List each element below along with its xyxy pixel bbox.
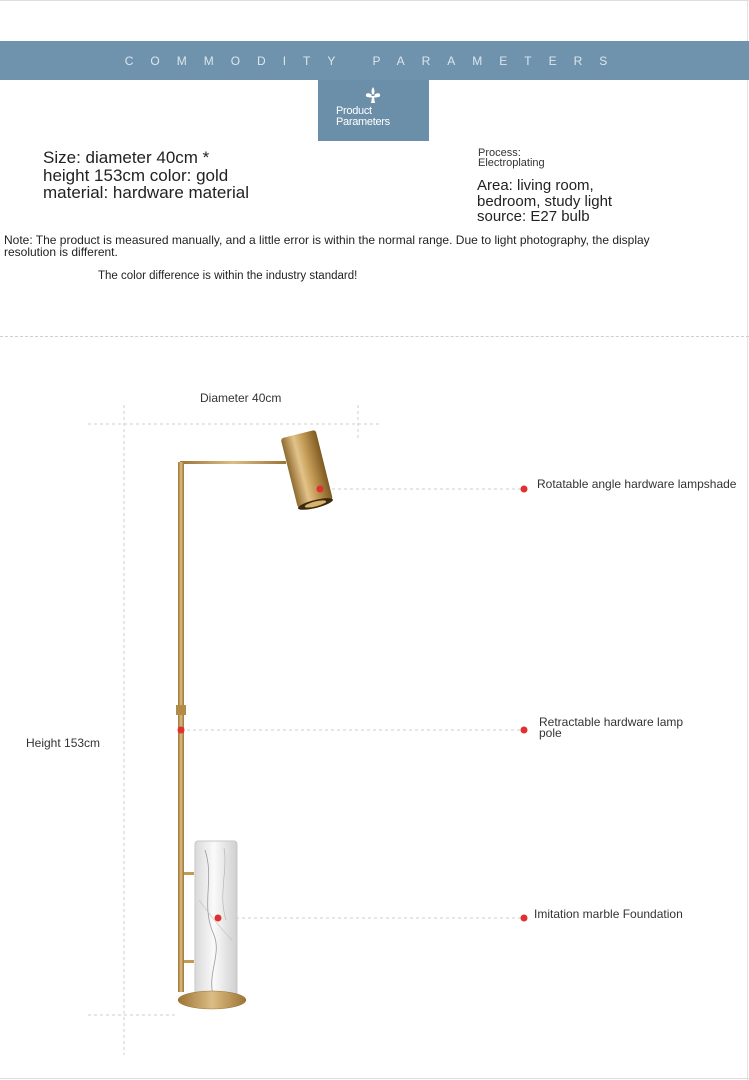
marker-pole-end (521, 727, 528, 734)
note-line-2: resolution is different. (4, 245, 118, 259)
callout-lampshade-text: Rotatable angle hardware lampshade (537, 477, 737, 491)
badge-line-1: Product (336, 105, 372, 117)
process-value: Electroplating (478, 157, 545, 169)
process-label: Process: (478, 147, 521, 159)
callout-lampshade (537, 479, 736, 490)
color-note: The color difference is within the industry standard! (98, 270, 358, 282)
spec-size: Size: diameter 40cm * (43, 148, 210, 167)
callout-pole-text-1: Retractable hardware lamp (539, 715, 684, 729)
marker-shade (317, 486, 324, 493)
area-line-2: bedroom, study light (477, 192, 613, 210)
callout-foundation-text: Imitation marble Foundation (534, 907, 683, 921)
diameter-label: Diameter 40cm (200, 391, 282, 405)
height-label: Height 153cm (26, 736, 101, 750)
callout-pole (539, 717, 683, 739)
callout-foundation (534, 909, 683, 920)
base-bracket-upper (184, 872, 194, 875)
marker-base (215, 915, 222, 922)
marker-base-end (521, 915, 528, 922)
callout-pole-text-2: pole (539, 726, 562, 740)
area-line-3: source: E27 bulb (477, 208, 590, 225)
spec-height-color: height 153cm color: gold (43, 165, 229, 185)
lampshade (281, 430, 334, 512)
pole-joint (176, 705, 186, 715)
marker-shade-end (521, 486, 528, 493)
spec-material: material: hardware material (43, 183, 249, 202)
base-plate (178, 991, 246, 1009)
badge-line-2: Parameters (336, 116, 390, 128)
marker-pole (178, 727, 185, 734)
base-bracket-lower (184, 960, 194, 963)
area-line-1: Area: living room, (477, 177, 594, 194)
note-line-1: Note: The product is measured manually, and a little error is within the normal range. Due to light photography, the display (4, 233, 650, 247)
marble-column (195, 841, 237, 1002)
banner-title: COMMODITY PARAMETERS (124, 53, 625, 68)
lamp-arm (180, 461, 286, 464)
